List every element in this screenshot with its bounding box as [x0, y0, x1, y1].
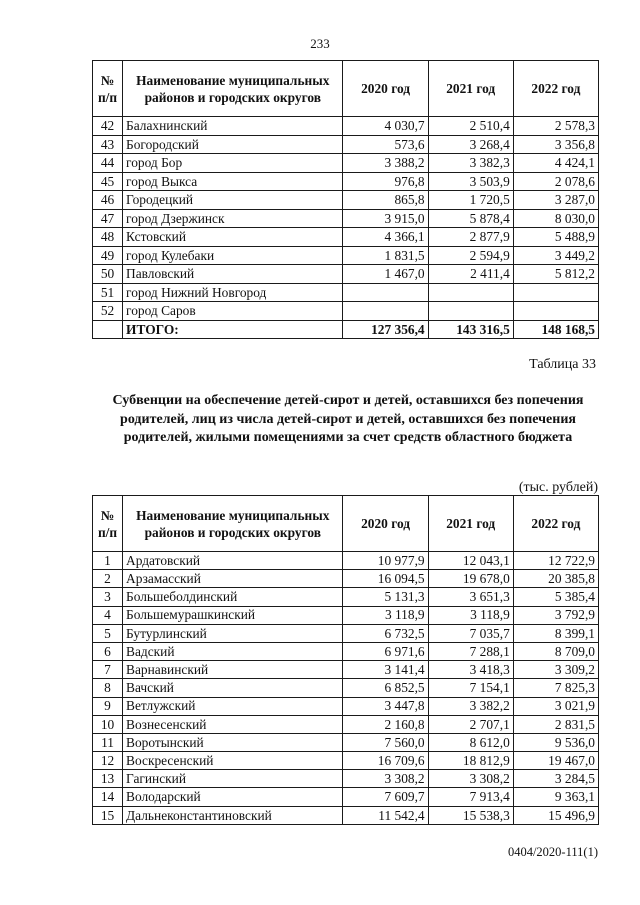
row-2022: 5 488,9: [513, 228, 598, 247]
row-num: 44: [93, 154, 123, 173]
row-name: Павловский: [123, 265, 343, 284]
row-name: Городецкий: [123, 191, 343, 210]
row-2022: 2 831,5: [513, 715, 598, 733]
row-2020: 7 560,0: [343, 733, 428, 751]
row-2020: 6 852,5: [343, 679, 428, 697]
table-row: [93, 788, 599, 806]
row-2021: 8 612,0: [428, 733, 513, 751]
row-2021: [428, 302, 513, 321]
row-2022: 5 812,2: [513, 265, 598, 284]
row-num: 43: [93, 135, 123, 154]
row-2021: 7 913,4: [428, 788, 513, 806]
row-num: 50: [93, 265, 123, 284]
table-row: [93, 191, 599, 210]
row-num: 11: [93, 733, 123, 751]
table-row: [93, 246, 599, 265]
table-continued: [92, 60, 599, 339]
row-2022: 3 309,2: [513, 661, 598, 679]
row-2022: 3 021,9: [513, 697, 598, 715]
row-2021: 7 154,1: [428, 679, 513, 697]
header-2021: 2021 год: [428, 496, 513, 552]
row-num: 47: [93, 209, 123, 228]
table-row: [93, 265, 599, 284]
row-num: 14: [93, 788, 123, 806]
row-num: 12: [93, 752, 123, 770]
row-2020: 6 971,6: [343, 642, 428, 660]
row-2020: 16 709,6: [343, 752, 428, 770]
row-2020: 3 308,2: [343, 770, 428, 788]
header-2020: 2020 год: [343, 496, 428, 552]
table-row: [93, 302, 599, 321]
table-row: [93, 661, 599, 679]
row-2021: 12 043,1: [428, 552, 513, 570]
table-row: [93, 806, 599, 824]
units-label: (тыс. рублей): [518, 480, 598, 495]
table-body: [93, 117, 599, 321]
row-2022: 8 399,1: [513, 624, 598, 642]
row-2022: 3 356,8: [513, 135, 598, 154]
row-name: Большемурашкинский: [123, 606, 343, 624]
row-name: Воскресенский: [123, 752, 343, 770]
row-2020: 11 542,4: [343, 806, 428, 824]
row-2022: 20 385,8: [513, 570, 598, 588]
row-name: Вознесенский: [123, 715, 343, 733]
row-num: 52: [93, 302, 123, 321]
row-num: 9: [93, 697, 123, 715]
row-name: город Бор: [123, 154, 343, 173]
row-2022: 7 825,3: [513, 679, 598, 697]
row-num: 13: [93, 770, 123, 788]
row-name: Бутурлинский: [123, 624, 343, 642]
total-2022: 148 168,5: [513, 320, 598, 339]
table-row: [93, 624, 599, 642]
row-2020: 865,8: [343, 191, 428, 210]
row-2021: 3 268,4: [428, 135, 513, 154]
row-num: 7: [93, 661, 123, 679]
total-num-cell: [93, 320, 123, 339]
row-2020: 573,6: [343, 135, 428, 154]
row-name: Воротынский: [123, 733, 343, 751]
table-row: [93, 117, 599, 136]
row-2021: 3 418,3: [428, 661, 513, 679]
row-2021: 3 651,3: [428, 588, 513, 606]
row-2022: 3 284,5: [513, 770, 598, 788]
row-num: 10: [93, 715, 123, 733]
row-2020: 7 609,7: [343, 788, 428, 806]
row-2022: 2 578,3: [513, 117, 598, 136]
row-2020: 5 131,3: [343, 588, 428, 606]
row-num: 6: [93, 642, 123, 660]
row-2022: 5 385,4: [513, 588, 598, 606]
table-row: [93, 588, 599, 606]
header-2021: 2021 год: [428, 61, 513, 117]
row-2021: 15 538,3: [428, 806, 513, 824]
header-2020: 2020 год: [343, 61, 428, 117]
row-2020: 6 732,5: [343, 624, 428, 642]
row-name: город Дзержинск: [123, 209, 343, 228]
row-2021: 3 308,2: [428, 770, 513, 788]
row-2022: 3 287,0: [513, 191, 598, 210]
table-row: [93, 697, 599, 715]
table-row: [93, 570, 599, 588]
row-2022: [513, 302, 598, 321]
table-body: [93, 552, 599, 825]
row-2021: 3 382,2: [428, 697, 513, 715]
row-2021: 5 878,4: [428, 209, 513, 228]
row-name: Вачский: [123, 679, 343, 697]
row-name: Кстовский: [123, 228, 343, 247]
row-2022: 3 449,2: [513, 246, 598, 265]
row-2021: 19 678,0: [428, 570, 513, 588]
row-2020: [343, 283, 428, 302]
table-row: [93, 606, 599, 624]
total-row: [93, 320, 599, 339]
row-2022: 15 496,9: [513, 806, 598, 824]
row-2021: 3 503,9: [428, 172, 513, 191]
row-num: 42: [93, 117, 123, 136]
row-num: 4: [93, 606, 123, 624]
row-2020: 1 467,0: [343, 265, 428, 284]
row-num: 51: [93, 283, 123, 302]
row-2020: 3 915,0: [343, 209, 428, 228]
row-name: Дальнеконстантиновский: [123, 806, 343, 824]
table-title: Субвенции на обеспечение детей-сирот и детей, оставшихся без попечения родителей, лиц из числа детей-сирот и детей, оставшихся без попечения родителей, жилыми помещениями за счет средств областного бюджета: [112, 393, 584, 445]
table-row: [93, 752, 599, 770]
row-2020: [343, 302, 428, 321]
row-2021: 3 382,3: [428, 154, 513, 173]
row-2020: 3 118,9: [343, 606, 428, 624]
row-num: 49: [93, 246, 123, 265]
row-2021: 2 594,9: [428, 246, 513, 265]
header-name: Наименование муниципальных районов и городских округов: [123, 61, 343, 117]
row-2021: 2 707,1: [428, 715, 513, 733]
row-num: 5: [93, 624, 123, 642]
row-name: город Нижний Новгород: [123, 283, 343, 302]
row-2022: 2 078,6: [513, 172, 598, 191]
row-name: Балахнинский: [123, 117, 343, 136]
row-2021: 18 812,9: [428, 752, 513, 770]
row-num: 48: [93, 228, 123, 247]
row-2022: 12 722,9: [513, 552, 598, 570]
row-2022: 3 792,9: [513, 606, 598, 624]
row-2022: 8 709,0: [513, 642, 598, 660]
row-2020: 3 388,2: [343, 154, 428, 173]
row-num: 8: [93, 679, 123, 697]
row-2021: 7 288,1: [428, 642, 513, 660]
header-name: Наименование муниципальных районов и городских округов: [123, 496, 343, 552]
row-name: Арзамасский: [123, 570, 343, 588]
table-row: [93, 642, 599, 660]
row-2020: 4 030,7: [343, 117, 428, 136]
row-2021: 7 035,7: [428, 624, 513, 642]
row-2020: 4 366,1: [343, 228, 428, 247]
header-num: № п/п: [93, 61, 123, 117]
row-2022: 9 363,1: [513, 788, 598, 806]
row-2021: 2 877,9: [428, 228, 513, 247]
table-row: [93, 552, 599, 570]
total-label: ИТОГО:: [123, 320, 343, 339]
row-name: Володарский: [123, 788, 343, 806]
table-row: [93, 733, 599, 751]
row-2022: 9 536,0: [513, 733, 598, 751]
row-2020: 2 160,8: [343, 715, 428, 733]
row-name: город Саров: [123, 302, 343, 321]
table-row: [93, 770, 599, 788]
table-row: [93, 228, 599, 247]
row-2020: 976,8: [343, 172, 428, 191]
table-header-row: [93, 496, 599, 552]
header-num: № п/п: [93, 496, 123, 552]
table-row: [93, 135, 599, 154]
row-name: Варнавинский: [123, 661, 343, 679]
table-row: [93, 154, 599, 173]
row-num: 46: [93, 191, 123, 210]
row-name: Ардатовский: [123, 552, 343, 570]
row-num: 45: [93, 172, 123, 191]
row-num: 1: [93, 552, 123, 570]
row-name: Большеболдинский: [123, 588, 343, 606]
table-subventions: [92, 495, 599, 825]
row-name: Ветлужский: [123, 697, 343, 715]
row-2022: 4 424,1: [513, 154, 598, 173]
table-row: [93, 715, 599, 733]
row-name: город Кулебаки: [123, 246, 343, 265]
table-row: [93, 283, 599, 302]
row-2021: 1 720,5: [428, 191, 513, 210]
row-2022: [513, 283, 598, 302]
row-2022: 8 030,0: [513, 209, 598, 228]
table-row: [93, 172, 599, 191]
row-name: Богородский: [123, 135, 343, 154]
table-header-row: [93, 61, 599, 117]
row-2020: 10 977,9: [343, 552, 428, 570]
document-code: 0404/2020-111(1): [507, 845, 598, 859]
row-2020: 3 447,8: [343, 697, 428, 715]
row-name: Вадский: [123, 642, 343, 660]
total-2021: 143 316,5: [428, 320, 513, 339]
table-row: [93, 209, 599, 228]
row-2020: 1 831,5: [343, 246, 428, 265]
header-2022: 2022 год: [513, 61, 598, 117]
row-2021: 3 118,9: [428, 606, 513, 624]
row-2022: 19 467,0: [513, 752, 598, 770]
row-2020: 3 141,4: [343, 661, 428, 679]
row-num: 2: [93, 570, 123, 588]
table-label: Таблица 33: [529, 357, 596, 372]
row-2021: 2 411,4: [428, 265, 513, 284]
table-row: [93, 679, 599, 697]
total-2020: 127 356,4: [343, 320, 428, 339]
row-2021: 2 510,4: [428, 117, 513, 136]
row-num: 15: [93, 806, 123, 824]
row-2021: [428, 283, 513, 302]
page-number: 233: [310, 36, 330, 51]
row-2020: 16 094,5: [343, 570, 428, 588]
row-num: 3: [93, 588, 123, 606]
row-name: город Выкса: [123, 172, 343, 191]
header-2022: 2022 год: [513, 496, 598, 552]
row-name: Гагинский: [123, 770, 343, 788]
